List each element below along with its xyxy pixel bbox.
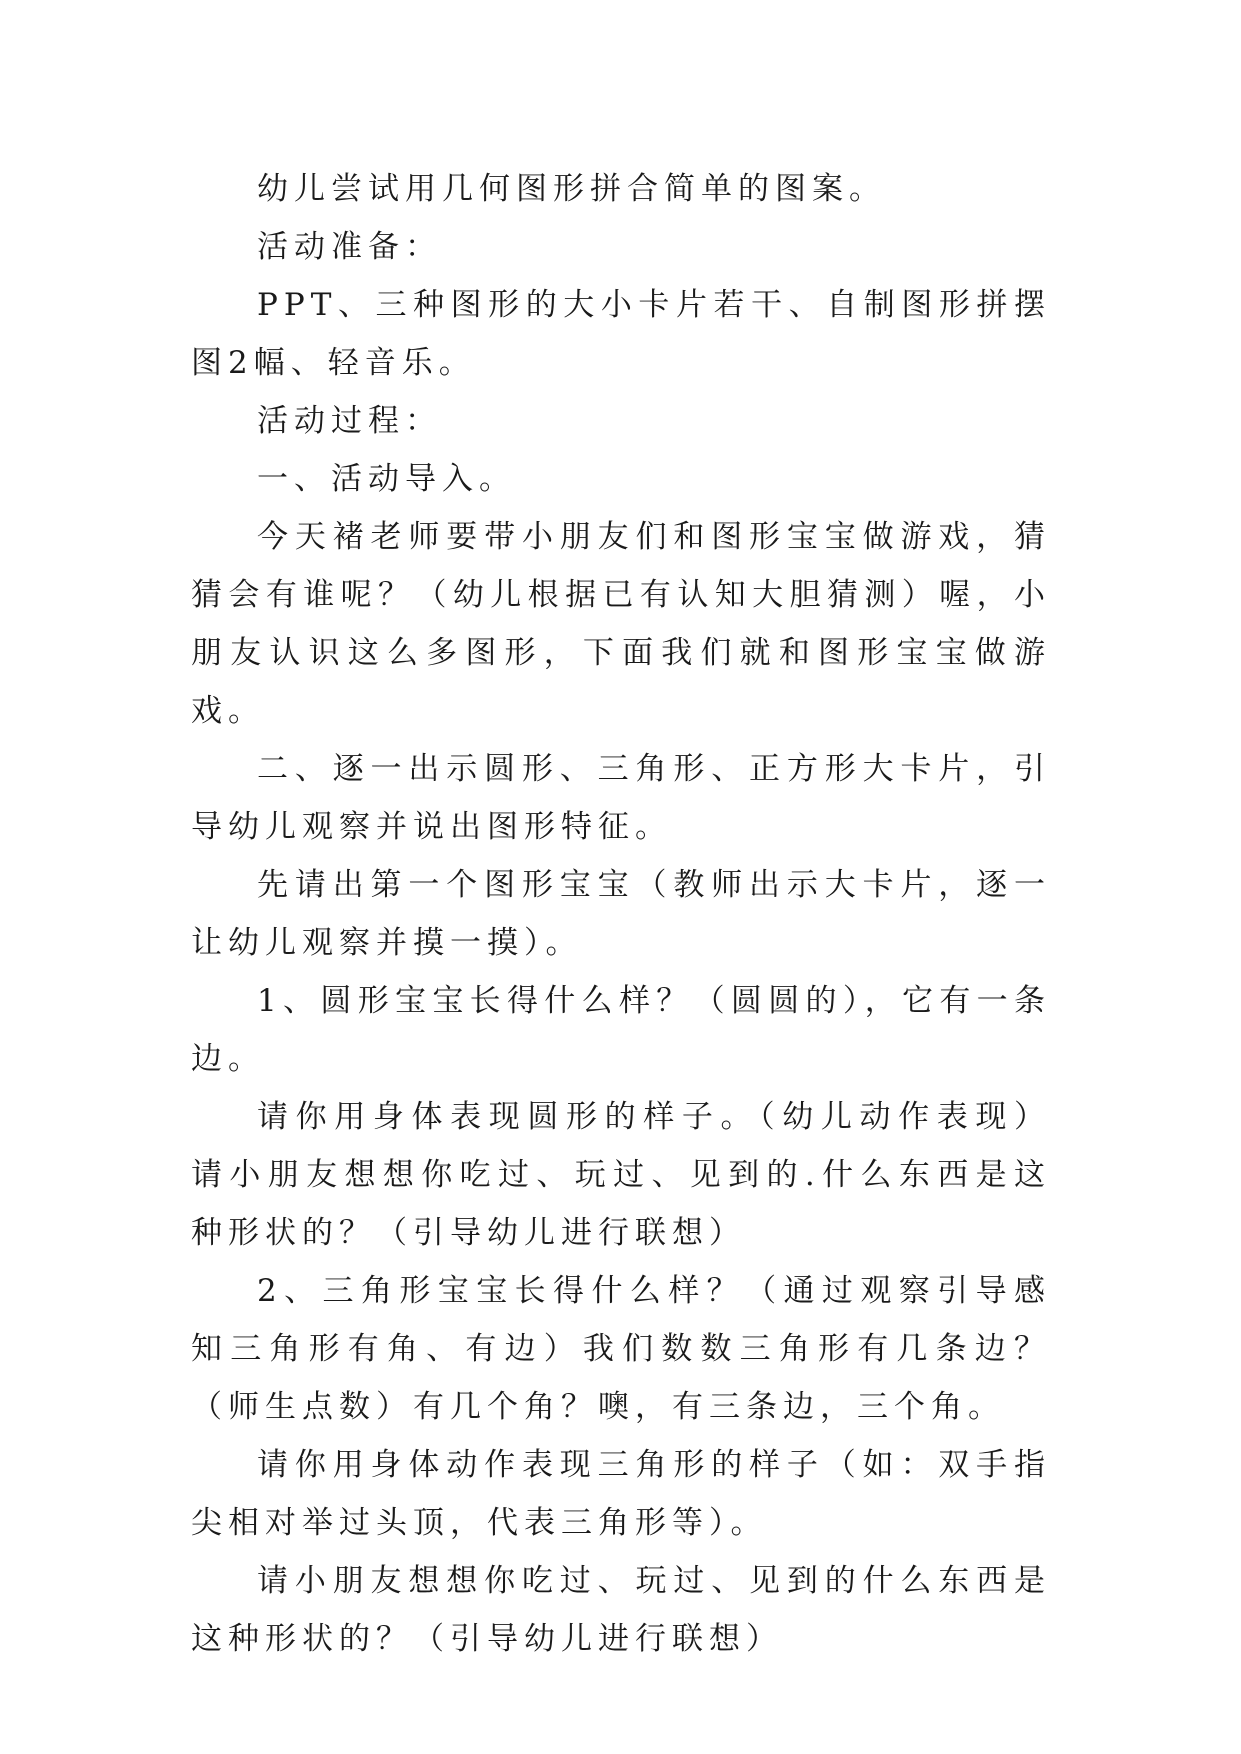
paragraph-process-heading: 活动过程：: [257, 403, 442, 439]
paragraph-preparation-heading: 活动准备：: [257, 229, 442, 265]
paragraph-preparation-materials: PPT、三种图形的大小卡片若干、自制图形拼摆图2幅、轻音乐。: [191, 287, 1051, 381]
paragraph-circle-body: 请你用身体表现圆形的样子。（幼儿动作表现）请小朋友想想你吃过、玩过、见到的.什么东西是这种形状的？（引导幼儿进行联想）: [191, 1099, 1051, 1251]
document-body: [191, 160, 1051, 1668]
paragraph-first-shape: 先请出第一个图形宝宝（教师出示大卡片，逐一让幼儿观察并摸一摸）。: [191, 867, 1051, 961]
paragraph-triangle-body: 请你用身体动作表现三角形的样子（如：双手指尖相对举过头顶，代表三角形等）。: [191, 1447, 1051, 1541]
paragraph-circle: 1、圆形宝宝长得什么样？（圆圆的），它有一条边。: [191, 983, 1051, 1077]
paragraph-triangle: 2、三角形宝宝长得什么样？（通过观察引导感知三角形有角、有边）我们数数三角形有几条边？（师生点数）有几个角？噢，有三条边，三个角。: [191, 1273, 1051, 1425]
paragraph-triangle-association: 请小朋友想想你吃过、玩过、见到的什么东西是这种形状的？（引导幼儿进行联想）: [191, 1563, 1051, 1657]
paragraph-intro-text: 今天褚老师要带小朋友们和图形宝宝做游戏，猜猜会有谁呢？（幼儿根据已有认知大胆猜测）喔，小朋友认识这么多图形，下面我们就和图形宝宝做游戏。: [191, 519, 1051, 729]
paragraph-step-two-heading: 二、逐一出示圆形、三角形、正方形大卡片，引导幼儿观察并说出图形特征。: [191, 751, 1051, 845]
paragraph-goal: 幼儿尝试用几何图形拼合简单的图案。: [257, 171, 886, 207]
paragraph-intro-heading: 一、活动导入。: [257, 461, 516, 497]
